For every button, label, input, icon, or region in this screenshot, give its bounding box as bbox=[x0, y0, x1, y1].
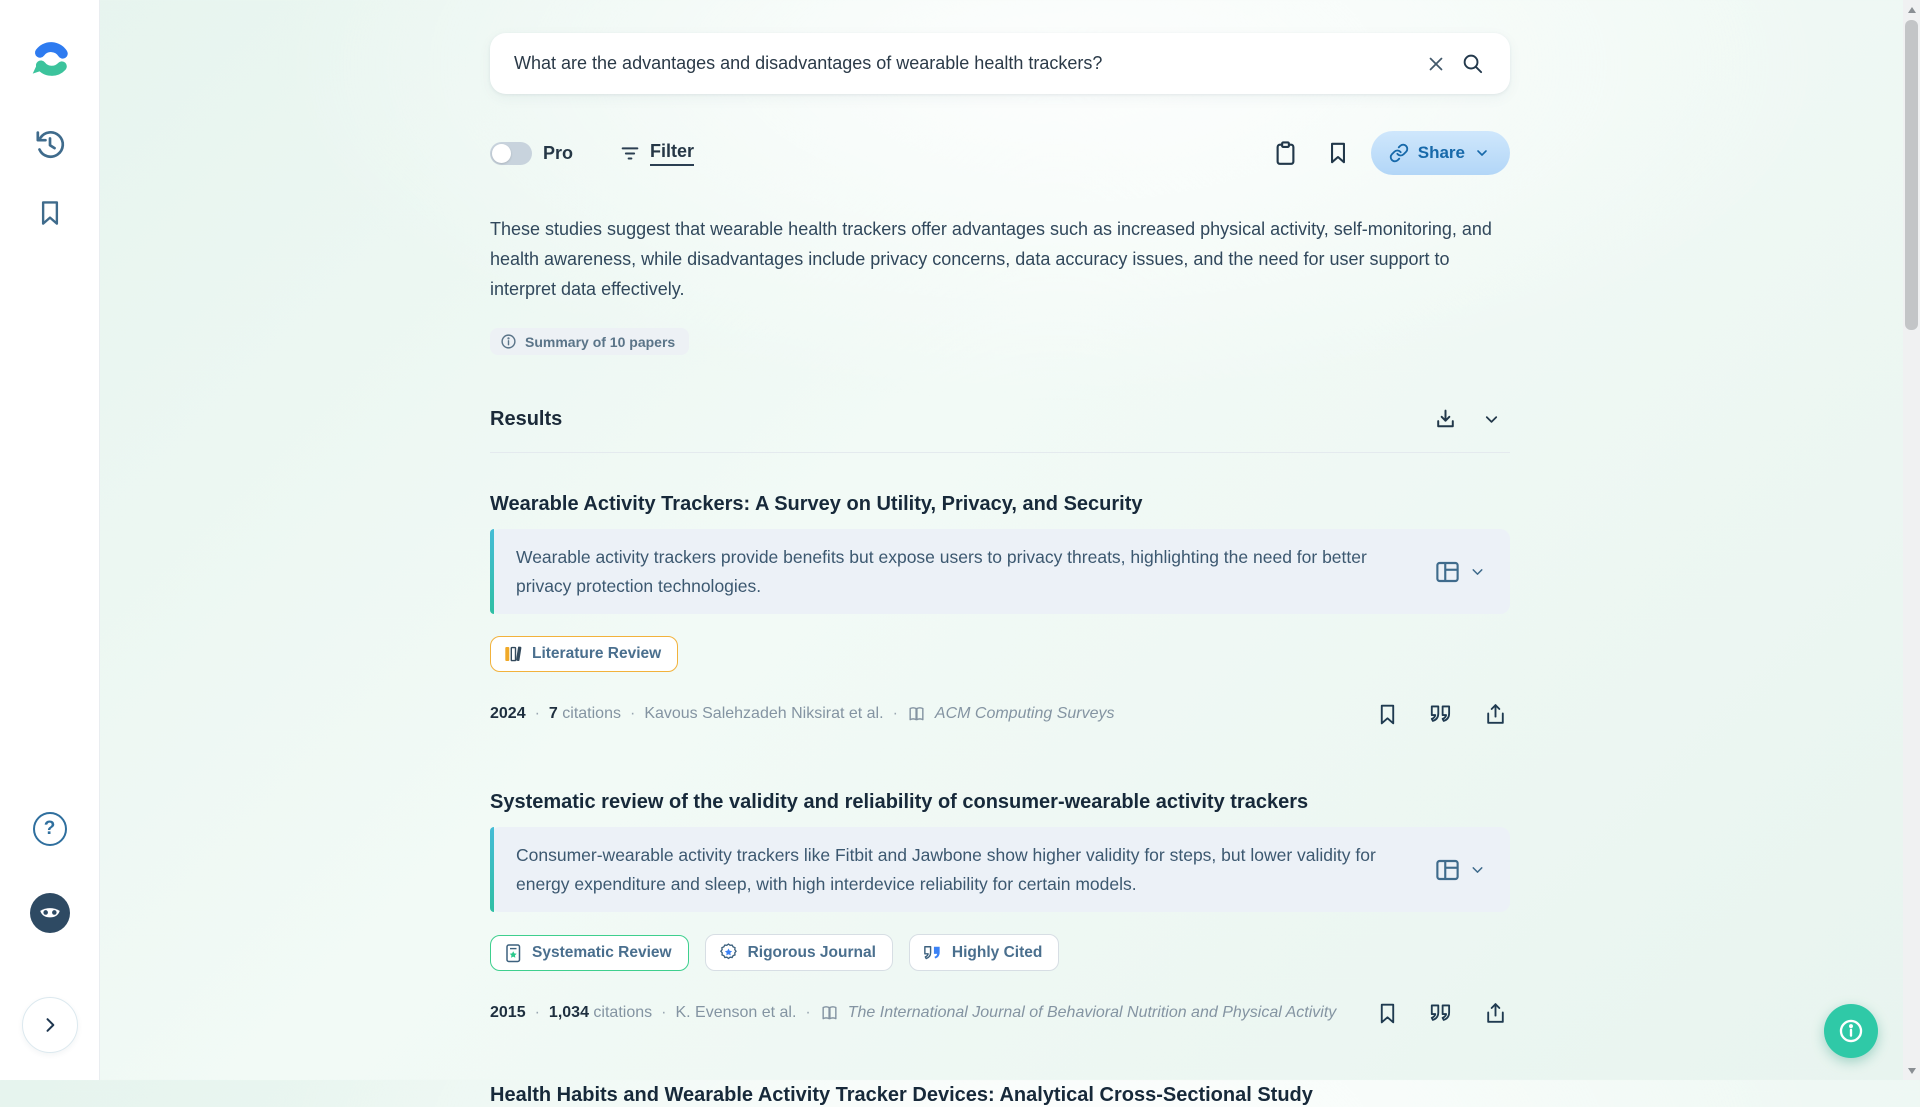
journal-book-icon bbox=[820, 1004, 839, 1023]
share-button[interactable] bbox=[1371, 131, 1510, 175]
badge-literature-review[interactable] bbox=[490, 636, 678, 672]
snippet-table-toggle[interactable] bbox=[1434, 856, 1486, 883]
paper-citations[interactable]: 1,034 citations bbox=[548, 1004, 653, 1021]
export-paper-icon[interactable] bbox=[1480, 998, 1510, 1028]
snippet-table-toggle[interactable] bbox=[1434, 558, 1486, 585]
copy-clipboard-icon[interactable] bbox=[1267, 134, 1305, 172]
paper-title[interactable]: Wearable Activity Trackers: A Survey on Utility, Privacy, and Security bbox=[490, 493, 1143, 515]
badge-row bbox=[490, 934, 1510, 971]
save-paper-icon[interactable] bbox=[1372, 699, 1402, 729]
help-glyph: ? bbox=[43, 818, 56, 839]
pro-label: Pro bbox=[543, 142, 574, 163]
search-input[interactable] bbox=[514, 53, 1418, 74]
separator: · bbox=[661, 1004, 667, 1021]
sidebar bbox=[0, 0, 100, 1080]
badge-rigorous-journal[interactable] bbox=[705, 934, 893, 971]
paper-snippet-box bbox=[490, 529, 1510, 614]
separator: · bbox=[534, 705, 540, 722]
badge-label: Systematic Review bbox=[532, 943, 672, 961]
books-icon bbox=[503, 644, 523, 664]
badge-label: Rigorous Journal bbox=[747, 943, 876, 961]
results-divider bbox=[490, 452, 1510, 453]
document-star-icon bbox=[503, 943, 523, 963]
badge-label: Literature Review bbox=[532, 645, 662, 662]
main-content bbox=[490, 33, 1510, 1107]
results-header bbox=[490, 400, 1510, 438]
chevron-down-icon bbox=[1469, 861, 1486, 878]
separator: · bbox=[805, 1004, 811, 1021]
clear-search-icon[interactable] bbox=[1418, 46, 1454, 82]
paper-snippet-text: Wearable activity trackers provide benefits but expose users to privacy threats, highlighting the need for better privacy protection technologies. bbox=[516, 546, 1367, 596]
journal-book-icon bbox=[907, 705, 926, 724]
summary-badge-label: Summary of 10 papers bbox=[525, 333, 676, 350]
save-paper-icon[interactable] bbox=[1372, 998, 1402, 1028]
search-icon[interactable] bbox=[1454, 46, 1490, 82]
chevron-down-icon bbox=[1474, 145, 1490, 161]
bookmark-search-icon[interactable] bbox=[1319, 134, 1357, 172]
separator: · bbox=[534, 1004, 540, 1021]
paper-authors[interactable]: K. Evenson et al. bbox=[675, 1004, 797, 1021]
sidebar-expand-button[interactable] bbox=[22, 997, 78, 1053]
paper-year: 2024 bbox=[490, 705, 526, 722]
results-menu-chevron-icon[interactable] bbox=[1472, 400, 1510, 438]
download-results-icon[interactable] bbox=[1426, 400, 1464, 438]
separator: · bbox=[629, 705, 636, 722]
paper-authors[interactable]: Kavous Salehzadeh Niksirat et al. bbox=[644, 705, 884, 722]
scroll-down-arrow[interactable] bbox=[1903, 1062, 1920, 1079]
scrollbar-thumb[interactable] bbox=[1905, 20, 1918, 330]
saved-bookmark-icon[interactable] bbox=[35, 198, 65, 233]
mascot-owl-icon[interactable] bbox=[30, 893, 70, 933]
quotes-icon bbox=[922, 942, 943, 963]
paper-meta-row bbox=[490, 699, 1510, 729]
table-icon bbox=[1434, 558, 1461, 585]
paper-title[interactable]: Systematic review of the validity and reliability of consumer-wearable activity trackers bbox=[490, 791, 1309, 813]
controls-row bbox=[490, 131, 1510, 175]
share-label: Share bbox=[1417, 143, 1465, 162]
paper-meta-row bbox=[490, 998, 1510, 1028]
paper-title[interactable]: Health Habits and Wearable Activity Tracker Devices: Analytical Cross-Sectional Study bbox=[490, 1084, 1313, 1106]
scrollbar[interactable] bbox=[1903, 0, 1920, 1080]
cite-paper-icon[interactable] bbox=[1426, 699, 1456, 729]
badge-row bbox=[490, 636, 1510, 672]
export-paper-icon[interactable] bbox=[1480, 699, 1510, 729]
paper-journal[interactable]: ACM Computing Surveys bbox=[934, 705, 1115, 722]
info-icon bbox=[500, 333, 517, 350]
paper-snippet-text: Consumer-wearable activity trackers like Fitbit and Jawbone show higher validity for steps, but lower validity for energy expenditure and sleep, with high interdevice reliability for certain models. bbox=[516, 844, 1376, 894]
filter-button[interactable] bbox=[619, 141, 694, 166]
history-icon[interactable] bbox=[33, 128, 67, 167]
scroll-up-arrow[interactable] bbox=[1903, 1, 1920, 18]
chevron-down-icon bbox=[1469, 563, 1486, 580]
paper-citations[interactable]: 7 citations bbox=[548, 705, 621, 722]
consensus-logo[interactable] bbox=[30, 40, 70, 85]
paper-year: 2015 bbox=[490, 1004, 526, 1021]
separator: · bbox=[892, 705, 898, 722]
results-title: Results bbox=[490, 407, 563, 430]
filter-label: Filter bbox=[650, 141, 694, 166]
filter-icon bbox=[619, 142, 641, 164]
summary-papers-badge bbox=[490, 328, 689, 355]
paper-journal[interactable]: The International Journal of Behavioral Nutrition and Physical Activity bbox=[847, 1004, 1337, 1021]
badge-highly-cited[interactable] bbox=[909, 934, 1059, 971]
pro-toggle[interactable] bbox=[490, 142, 532, 165]
star-badge-icon bbox=[718, 942, 739, 963]
info-fab-button[interactable] bbox=[1824, 1004, 1878, 1058]
table-icon bbox=[1434, 856, 1461, 883]
help-icon[interactable] bbox=[33, 812, 67, 846]
badge-label: Highly Cited bbox=[951, 943, 1043, 961]
search-bar bbox=[490, 33, 1510, 94]
badge-systematic-review[interactable] bbox=[490, 935, 689, 971]
cite-paper-icon[interactable] bbox=[1426, 998, 1456, 1028]
paper-snippet-box bbox=[490, 827, 1510, 912]
ai-summary-text: These studies suggest that wearable health trackers offer advantages such as increased physical activity, self-monitoring, and health awareness, while disadvantages include privacy concerns, data accuracy issues, and the need for user support to interpret data effectively. bbox=[490, 219, 1492, 299]
link-icon bbox=[1389, 143, 1409, 163]
